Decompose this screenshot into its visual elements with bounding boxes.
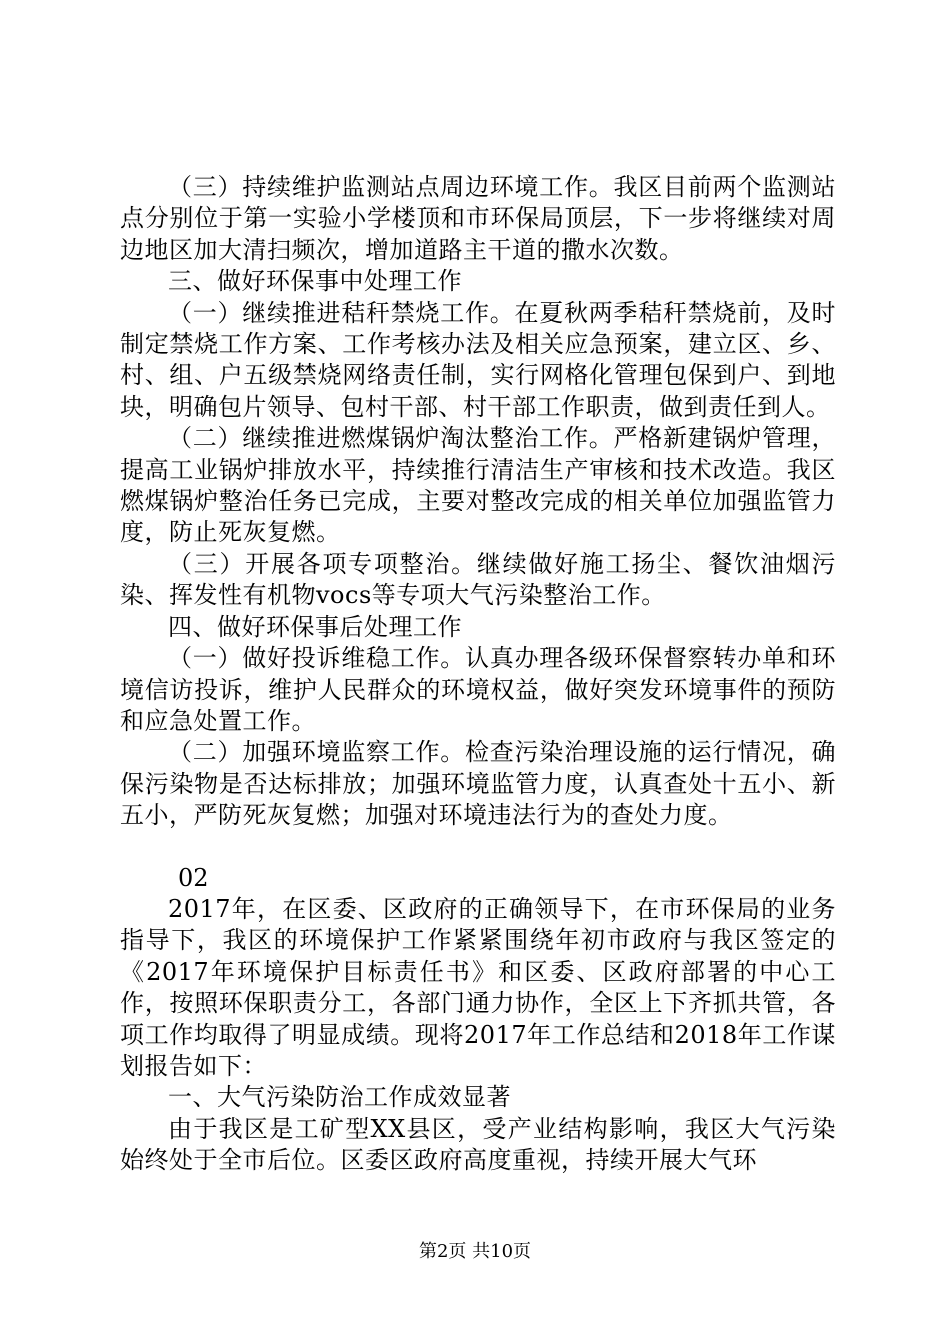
heading-air-pollution: 一、大气污染防治工作成效显著	[168, 1083, 511, 1112]
heading-section-three: 三、做好环保事中处理工作	[168, 267, 462, 296]
paragraph-complaints: （一）做好投诉维稳工作。认真办理各级环保督察转办单和环境信访投诉，维护人民群众的环境权益，做好突发环境事件的预防和应急处置工作。	[120, 644, 836, 735]
section-marker: 02	[178, 863, 209, 892]
paragraph-monitoring-sites: （三）持续维护监测站点周边环境工作。我区目前两个监测站点分别位于第一实验小学楼顶和市环保局顶层，下一步将继续对周边地区加大清扫频次，增加道路主干道的撒水次数。	[120, 173, 836, 264]
page-footer: 第2页 共10页	[418, 1241, 532, 1262]
paragraph-summary-intro: 2017年，在区委、区政府的正确领导下，在市环保局的业务指导下，我区的环境保护工作紧紧围绕年初市政府与我区签定的《2017年环境保护目标责任书》和区委、区政府部署的中心工作，按照环保职责分工，各部门通力协作，全区上下齐抓共管，各项工作均取得了明显成绩。现将2017年工作总结和2018年工作谋划报告如下：	[120, 894, 836, 1080]
paragraph-supervision: （二）加强环境监察工作。检查污染治理设施的运行情况，确保污染物是否达标排放；加强环境监管力度，认真查处十五小、新五小，严防死灰复燃；加强对环境违法行为的查处力度。	[120, 738, 836, 830]
paragraph-special-rectification: （三）开展各项专项整治。继续做好施工扬尘、餐饮油烟污染、挥发性有机物vocs等专项大气污染整治工作。	[120, 549, 836, 610]
document-body	[120, 172, 836, 1177]
paragraph-straw-burning: （一）继续推进秸秆禁烧工作。在夏秋两季秸秆禁烧前，及时制定禁烧工作方案、工作考核办法及相关应急预案，建立区、乡、村、组、户五级禁烧网络责任制，实行网格化管理包保到户、到地块，明确包片领导、包村干部、村干部工作职责，做到责任到人。	[120, 298, 836, 421]
paragraph-air-pollution: 由于我区是工矿型XX县区，受产业结构影响，我区大气污染始终处于全市后位。区委区政府高度重视，持续开展大气环	[120, 1114, 836, 1175]
paragraph-coal-boilers: （二）继续推进燃煤锅炉淘汰整治工作。严格新建锅炉管理，提高工业锅炉排放水平，持续推行清洁生产审核和技术改造。我区燃煤锅炉整治任务已完成，主要对整改完成的相关单位加强监管力度，防止死灰复燃。	[120, 424, 836, 547]
heading-section-four: 四、做好环保事后处理工作	[168, 612, 462, 641]
spacer	[120, 832, 836, 863]
